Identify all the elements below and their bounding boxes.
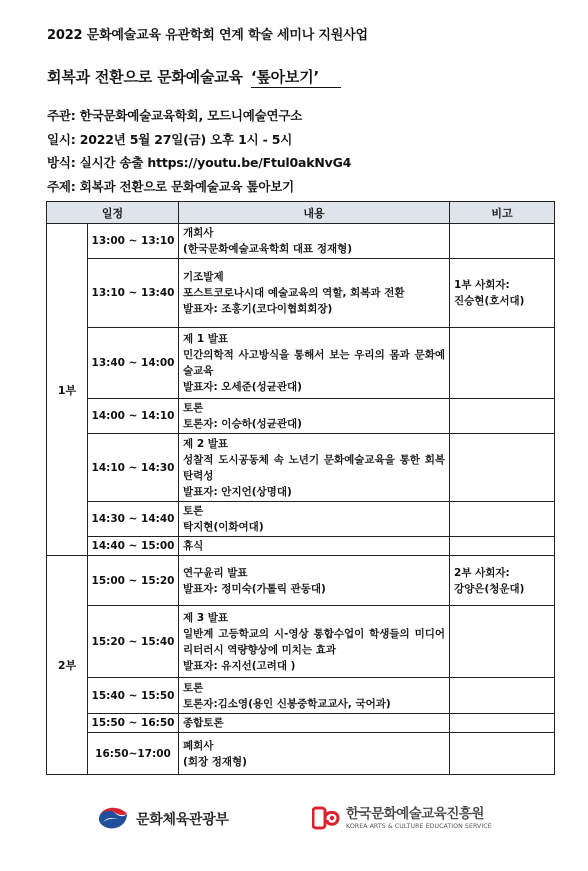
info-date — [47, 128, 351, 152]
header-content: 내용 — [179, 202, 450, 224]
time-cell: 13:10 ~ 13:40 — [88, 259, 179, 328]
header-note: 비고 — [450, 202, 555, 224]
content-line: 토론자: 이승하(성균관대) — [183, 418, 302, 430]
part-cell: 2부 — [47, 556, 88, 775]
content-cell — [179, 714, 450, 733]
arte-logo — [312, 804, 492, 832]
time-cell: 13:40 ~ 14:00 — [88, 328, 179, 399]
content-cell — [179, 224, 450, 259]
content-cell — [179, 328, 450, 399]
content-line: 탁지현(이화여대) — [183, 521, 264, 533]
table-row — [47, 714, 555, 733]
program-header: 2022 문화예술교육 유관학회 연계 학술 세미나 지원사업 — [47, 28, 368, 43]
content-cell — [179, 678, 450, 714]
content-cell — [179, 537, 450, 556]
info-value: 2022년 5월 27일(금) 오후 1시 - 5시 — [79, 131, 293, 147]
content-line: 휴식 — [183, 540, 204, 552]
table-row — [47, 733, 555, 775]
note-cell — [450, 328, 555, 399]
content-line: 기조발제 — [183, 271, 224, 283]
content-line: 종합토론 — [183, 717, 224, 729]
time-cell: 16:50~17:00 — [88, 733, 179, 775]
table-row — [47, 224, 555, 259]
content-line: 포스트코로나시대 예술교육의 역할, 회복과 전환 — [183, 287, 405, 299]
content-line: 토론자:김소영(용인 신봉중학교교사, 국어과) — [183, 697, 391, 710]
table-row — [47, 399, 555, 434]
note-cell — [450, 399, 555, 434]
part-cell: 1부 — [47, 224, 88, 556]
note-cell — [450, 502, 555, 537]
note-cell — [450, 733, 555, 775]
content-line: 성찰적 도시공동체 속 노년기 문화예술교육을 통한 회복탄력성 — [183, 453, 446, 482]
note-line: 1부 사회자: — [454, 279, 510, 291]
content-cell — [179, 556, 450, 606]
info-value: 한국문화예술교육학회, 모드니예술연구소 — [79, 108, 303, 123]
content-line: 민간의학적 사고방식을 통해서 보는 우리의 몸과 문화예술교육 — [183, 349, 446, 377]
arte-subname: KOREA ARTS & CULTURE EDUCATION SERVICE — [346, 822, 492, 830]
content-line: 토론 — [183, 681, 204, 694]
content-cell — [179, 259, 450, 328]
content-cell — [179, 434, 450, 502]
time-cell: 15:20 ~ 15:40 — [88, 606, 179, 678]
page-title — [47, 66, 341, 88]
table-row — [47, 434, 555, 502]
info-value: 회복과 전환으로 문화예술교육 톺아보기 — [79, 178, 295, 194]
info-key: 방식: — [47, 155, 76, 170]
content-cell — [179, 399, 450, 434]
table-row — [47, 537, 555, 556]
note-line: 2부 사회자: — [454, 566, 510, 579]
table-row — [47, 678, 555, 714]
footer-logos — [0, 804, 588, 838]
note-cell — [450, 606, 555, 678]
table-row — [47, 259, 555, 328]
time-cell: 13:00 ~ 13:10 — [88, 224, 179, 259]
table-row — [47, 502, 555, 537]
content-line: 토론 — [183, 505, 204, 517]
info-theme — [47, 175, 351, 199]
table-header-row — [47, 202, 555, 224]
time-cell: 15:00 ~ 15:20 — [88, 556, 179, 606]
note-line: 강양은(청운대) — [454, 582, 525, 595]
time-cell: 15:50 ~ 16:50 — [88, 714, 179, 733]
info-key: 일시: — [47, 131, 76, 147]
time-cell: 14:00 ~ 14:10 — [88, 399, 179, 434]
content-line: (회장 정재형) — [183, 755, 247, 768]
note-cell — [450, 537, 555, 556]
taegeuk-icon — [96, 806, 130, 832]
content-line: 제 2 발표 — [183, 437, 229, 450]
content-line: 발표자: 안지언(상명대) — [183, 485, 292, 498]
content-line: 발표자: 조홍기(코다이협회회장) — [183, 303, 333, 315]
content-cell — [179, 733, 450, 775]
stream-link[interactable]: 실시간 송출 https://youtu.be/Ftul0akNvG4 — [79, 155, 352, 170]
arte-name: 한국문화예술교육진흥원 — [346, 805, 484, 822]
title-emphasis: ‘톺아보기’ — [251, 66, 341, 88]
info-method — [47, 151, 351, 175]
note-cell — [450, 556, 555, 606]
table-row — [47, 606, 555, 678]
content-cell — [179, 502, 450, 537]
content-line: 제 1 발표 — [183, 333, 229, 345]
header-schedule: 일정 — [47, 202, 179, 224]
content-line: 개회사 — [183, 227, 214, 239]
note-line: 진승현(호서대) — [454, 295, 525, 307]
table-row — [47, 556, 555, 606]
content-cell — [179, 606, 450, 678]
content-line: (한국문화예술교육학회 대표 정재형) — [183, 243, 353, 255]
note-cell — [450, 678, 555, 714]
info-key: 주관: — [47, 108, 76, 123]
content-line: 제 3 발표 — [183, 611, 229, 624]
content-line: 폐회사 — [183, 739, 214, 752]
note-cell — [450, 259, 555, 328]
content-line: 발표자: 정미숙(가톨릭 관동대) — [183, 582, 326, 595]
table-row — [47, 328, 555, 399]
content-line: 토론 — [183, 402, 204, 414]
note-cell — [450, 714, 555, 733]
content-line: 발표자: 오세준(성균관대) — [183, 381, 302, 393]
time-cell: 14:10 ~ 14:30 — [88, 434, 179, 502]
mcst-name: 문화체육관광부 — [136, 812, 229, 828]
info-organizer — [47, 104, 351, 128]
time-cell: 14:30 ~ 14:40 — [88, 502, 179, 537]
note-cell — [450, 224, 555, 259]
info-key: 주제: — [47, 178, 76, 194]
arte-emblem-icon — [312, 804, 340, 832]
mcst-logo — [96, 806, 229, 832]
content-line: 연구윤리 발표 — [183, 566, 248, 579]
time-cell: 14:40 ~ 15:00 — [88, 537, 179, 556]
title-main: 회복과 전환으로 문화예술교육 — [47, 68, 243, 86]
event-info — [47, 104, 351, 198]
content-line: 일반계 고등학교의 시-영상 통합수업이 학생들의 미디어리터러시 역량향상에 미치는 효과 — [183, 627, 446, 656]
content-line: 발표자: 유지선(고려대 ) — [183, 659, 296, 672]
schedule-table — [46, 201, 555, 775]
note-cell — [450, 434, 555, 502]
time-cell: 15:40 ~ 15:50 — [88, 678, 179, 714]
